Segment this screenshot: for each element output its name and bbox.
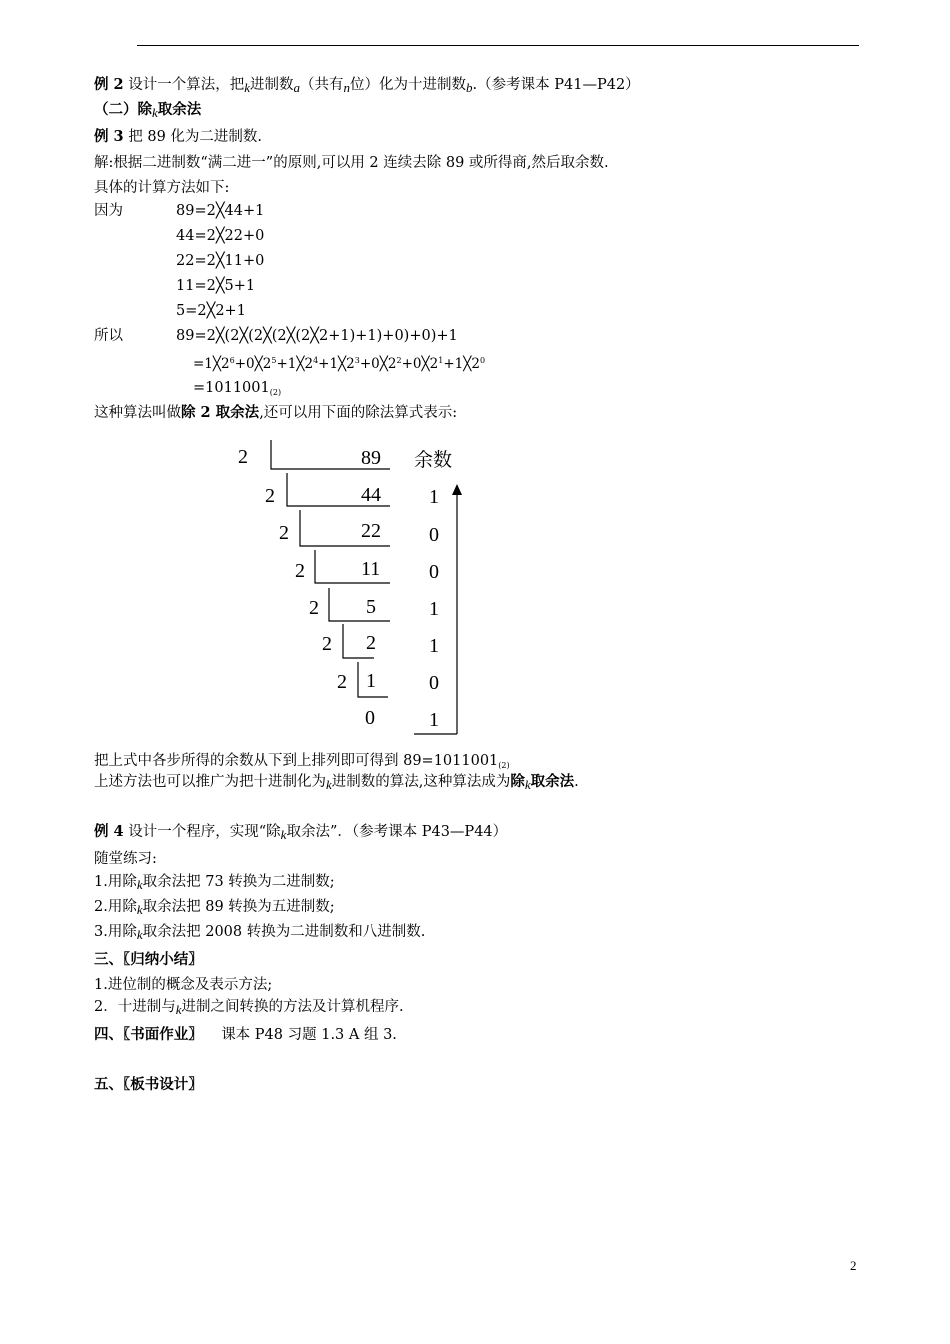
dividend: 44 [361,484,381,506]
up-arrow-icon [452,484,462,495]
equation: 44=2╳22+0 [176,228,265,244]
page-number: 2 [850,1258,857,1273]
divisor: 2 [322,633,332,655]
dividend: 2 [366,632,376,654]
remainder: 1 [429,709,439,731]
divisor: 2 [238,446,248,468]
method-text: 具体的计算方法如下: [94,180,230,196]
practice-title: 随堂练习: [94,851,157,867]
dividend: 11 [361,558,381,580]
dividend: 5 [366,596,376,618]
remainder: 1 [429,598,439,620]
remainder: 0 [429,561,439,583]
divisor: 2 [265,485,275,507]
because-label: 因为 [94,203,123,219]
equation: 11=2╳5+1 [176,278,256,294]
divisor: 2 [295,560,305,582]
practice-item: 1.用除k取余法把 73 转换为二进制数; [94,874,335,892]
summary-item: 2．十进制与k进制之间转换的方法及计算机程序. [94,999,404,1017]
expansion-result: $=1011001_{(2)}$ [193,380,282,397]
divisor: 2 [309,597,319,619]
solution-text: 解:根据二进制数“满二进一”的原则,可以用 2 连续去除 89 或所得商,然后取余数. [94,155,609,171]
divisor: 2 [337,671,347,693]
expansion-line-1: 89=2╳(2╳(2╳(2╳(2╳2+1)+1)+0)+0)+1 [176,328,458,344]
homework: 四、〖书面作业〗 课本 P48 习题 1.3 A 组 3. [94,1026,397,1043]
practice-item: 2.用除k取余法把 89 转换为五进制数; [94,899,335,917]
example-label: 例 2 [94,76,124,93]
remainder: 1 [429,635,439,657]
remainder-header: 余数 [414,449,453,471]
division-bracket [329,588,390,621]
remainder: 1 [429,486,439,508]
expansion-line-2: $=1╳2^6+0╳2^5+1╳2^4+1╳2^3+0╳2^2+0╳2^1+1╳2^0$ [193,356,486,372]
result-text: 把上式中各步所得的余数从下到上排列即可得到 $89=1011001_{(2)}$ [94,753,510,770]
dividend: 89 [361,447,381,469]
dividend: 1 [366,670,376,692]
equation: 5=2╳2+1 [176,303,246,319]
example-4: 例 4 设计一个程序，实现“除k取余法”．（参考课本 P43—P44） [94,823,508,842]
dividend: 22 [361,520,381,542]
summary-item: 1.进位制的概念及表示方法; [94,977,273,993]
practice-item: 3.用除k取余法把 2008 转换为二进制数和八进制数. [94,924,426,942]
remainder: 0 [429,524,439,546]
so-label: 所以 [94,328,123,344]
summary-heading: 三、〖归纳小结〗 [94,951,203,968]
dividend: 0 [365,707,375,729]
board-design-heading: 五、〖板书设计〗 [94,1076,203,1093]
example-2: 例 2 设计一个算法，把k进制数a（共有n位）化为十进制数b.（参考课本 P41—P42） [94,76,640,95]
equation: 22=2╳11+0 [176,253,265,269]
equation: 89=2╳44+1 [176,203,265,219]
example-3: 例 3 把 89 化为二进制数. [94,128,263,145]
algorithm-text: 这种算法叫做除 2 取余法,还可以用下面的除法算式表示: [94,404,458,421]
divisor: 2 [279,522,289,544]
section-heading: （二）除k取余法 [94,101,202,120]
generalization-text: 上述方法也可以推广为把十进制化为k进制数的算法,这种算法成为除k取余法. [94,773,579,792]
remainder: 0 [429,672,439,694]
